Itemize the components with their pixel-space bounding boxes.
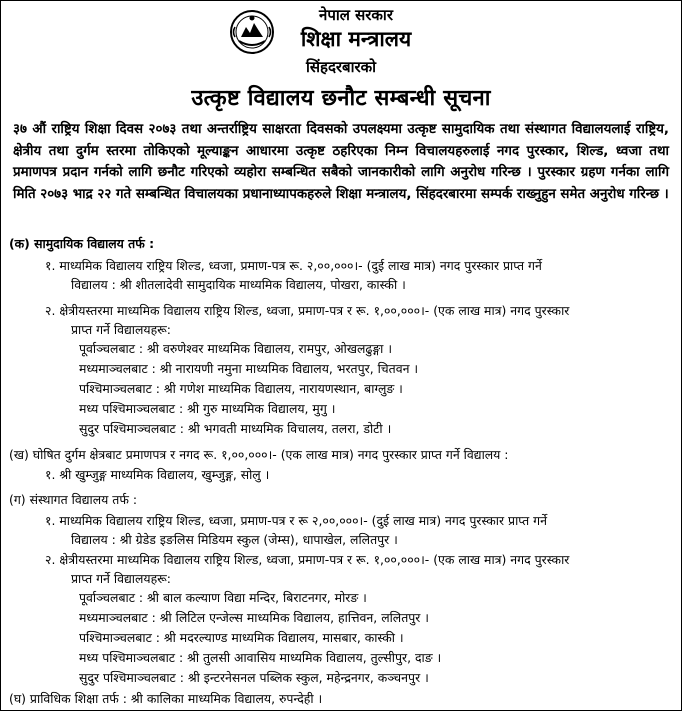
section-ga-region-midwest: मध्य पश्चिमाञ्चलबाट : श्री तुलसी आवासिय माध्यमिक विद्यालय, तुल्सीपुर, दाङ । [79,650,442,665]
section-kha-heading: (ख) घोषित दुर्गम क्षेत्रबाट प्रमाणपत्र र नगद रू. १,००,०००।- (एक लाख मात्र) नगद पुरस्कार प्राप्त गर्ने विद्यालय : [9,447,509,462]
section-ka-heading: (क) सामुदायिक विद्यालय तर्फ : [9,236,155,251]
section-ka-region-central: मध्यमाञ्चलबाट : श्री नारायणी नमुना माध्यमिक विद्यालय, भरतपुर, चितवन । [79,361,419,376]
section-ka-region-farwest: सुदुर पश्चिमाञ्चलबाट : श्री भगवती माध्यमिक विचालय, तलरा, डोटी । [79,421,392,436]
section-ga-region-farwest: सुदुर पश्चिमाञ्चलबाट : श्री इन्टरनेसनल पब्लिक स्कुल, महेन्द्रनगर, कञ्चनपुर । [79,670,429,685]
section-ka-region-midwest: मध्य पश्चिमाञ्चलबाट : श्री गुरु माध्यमिक विद्यालय, मुगु । [79,401,336,416]
ministry-name: शिक्षा मन्त्रालय [300,27,412,51]
section-ka-item-2-label: प्राप्त गर्ने विद्यालयहरू: [71,322,171,337]
section-kha-item-1: १. श्री खुम्जुङ्ग माध्यमिक विद्यालय, खुम्जुङ्ग, सोलु । [45,467,270,482]
section-ga-item-2: २. क्षेत्रीयस्तरमा माध्यमिक विद्यालय राष्ट्रिय शिल्ड, ध्वजा, प्रमाण-पत्र र रू. १,००,०००।- (एक लाख मात्र) नगद पुरस्कार [45,552,570,567]
location-label: सिंहदरबारको [305,58,377,76]
section-gha-heading: (घ) प्राविधिक शिक्षा तर्फ : श्री कालिका माध्यमिक विद्यालय, रुपन्देही । [9,691,323,706]
intro-paragraph: ३७ औं राष्ट्रिय शिक्षा दिवस २०७३ तथा अन्तर्राष्ट्रिय साक्षरता दिवसको उपलक्ष्यमा उत्कृष्ट सामुदायिक तथा संस्थागत विद्यालयलाई राष्ट्रिय, क्षेत्रीय तथा दुर्गम स्तरमा तोकिएको मूल्याङ्कन आधारमा उत्कृष्ट ठहरिएका निम्न विचालयहरुलाई नगद पुरस्कार, शिल्ड, ध्वजा तथा प्रमाणपत्र प्रदान गर्नको लागि छनौट गरिएको व्यहोरा सम्बन्धित सबैको जानकारीको लागि अनुरोध गरिन्छ । पुरस्कार ग्रहण गर्नका लागि मिति २०७३ भाद्र २२ गते सम्बन्धित विचालयका प्रधानाध्यापकहरुले शिक्षा मन्त्रालय, सिंहदरबारमा सम्पर्क राख्नुहुन समेत अनुरोध गरिन्छ । [13,122,669,202]
section-ga-item-1-school: विद्यालय : श्री ग्रेडेड इङलिस मिडियम स्कुल (जेम्स), धापाखेल, ललितपुर । [71,532,398,547]
section-ka-item-1-school: विद्यालय : श्री शीतलादेवी सामुदायिक माध्यमिक विद्यालय, पोखरा, कास्की । [71,277,406,292]
section-ka-region-west: पश्चिमाञ्चलबाट : श्री गणेश माध्यमिक विद्यालय, नारायणस्थान, बाग्लुङ । [79,381,403,396]
page-title: उत्कृष्ट विद्यालय छनौट सम्बन्धी सूचना [191,86,491,111]
government-label: नेपाल सरकार [319,6,393,24]
section-ga-region-west: पश्चिमाञ्चलबाट : श्री मदरल्याण्ड माध्यमिक विद्यालय, मासबार, कास्की । [79,630,404,645]
section-ka-region-east: पूर्वाञ्चलबाट : श्री वरुणेश्वर माध्यमिक विद्यालय, रामपुर, ओखलढुङ्गा । [79,341,393,356]
section-ga-region-east: पूर्वाञ्चलबाट : श्री बाल कल्याण विद्या मन्दिर, बिराटनगर, मोरङ । [79,590,367,605]
section-ka-item-1: १. माध्यमिक विद्यालय राष्ट्रिय शिल्ड, ध्वजा, प्रमाण-पत्र रू. २,००,०००।- (दुई लाख मात्र) नगद पुरस्कार प्राप्त गर्ने [45,258,542,273]
section-ga-region-central: मध्यमाञ्चलबाट : श्री लिटिल एन्जेल्स माध्यमिक विद्यालय, हात्तिवन, ललितपुर । [79,610,430,625]
section-ga-heading: (ग) संस्थागत विद्यालय तर्फ : [9,492,138,507]
section-ga-item-2-label: प्राप्त गर्ने विद्यालयहरू: [71,571,171,586]
section-ga-item-1: १. माध्यमिक विद्यालय राष्ट्रिय शिल्ड, ध्वजा, प्रमाण-पत्र र रू २,००,०००।- (दुई लाख मात्र) नगद पुरस्कार प्राप्त गर्ने [45,513,547,528]
section-ka-item-2: २. क्षेत्रीयस्तरमा माध्यमिक विद्यालय राष्ट्रिय शिल्ड, ध्वजा, प्रमाण-पत्र र रू. १,००,०००।- (एक लाख मात्र) नगद पुरस्कार [45,303,570,318]
